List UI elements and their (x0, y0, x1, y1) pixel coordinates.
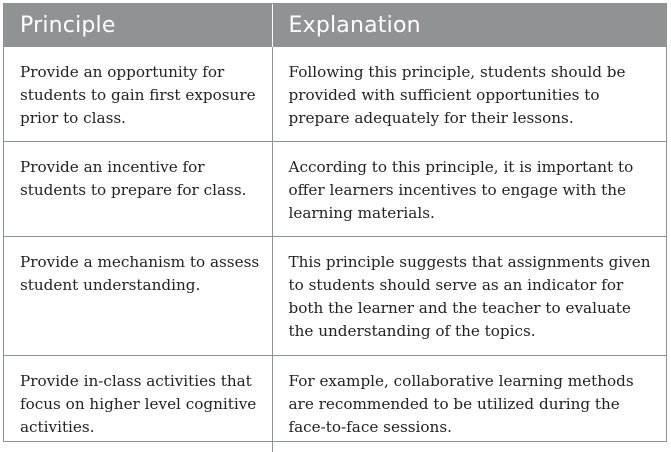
table-row (4, 356, 666, 452)
table-row (4, 237, 666, 356)
table-row (4, 47, 666, 142)
principle-cell: Provide an opportunity for students to gain first exposure prior to class. (4, 47, 272, 142)
explanation-cell: This principle suggests that assignments given to students should serve as an indicator for both the learner and the teacher to evaluate the understanding of the topics. (272, 237, 666, 356)
principles-table (4, 4, 666, 452)
table-row (4, 142, 666, 237)
principle-cell: Provide a mechanism to assess student understanding. (4, 237, 272, 356)
header-row (4, 4, 666, 47)
explanation-cell: According to this principle, it is important to offer learners incentives to engage with the learning materials. (272, 142, 666, 237)
table-body (4, 47, 666, 452)
principle-cell: Provide in-class activities that focus on higher level cognitive activities. (4, 356, 272, 452)
explanation-cell: Following this principle, students should be provided with sufficient opportunities to prepare adequately for their lessons. (272, 47, 666, 142)
explanation-cell: For example, collaborative learning methods are recommended to be utilized during the face-to-face sessions. (272, 356, 666, 452)
table-header (4, 4, 666, 47)
header-explanation: Explanation (272, 4, 666, 47)
principles-table-container (3, 3, 667, 442)
principle-cell: Provide an incentive for students to prepare for class. (4, 142, 272, 237)
header-principle: Principle (4, 4, 272, 47)
